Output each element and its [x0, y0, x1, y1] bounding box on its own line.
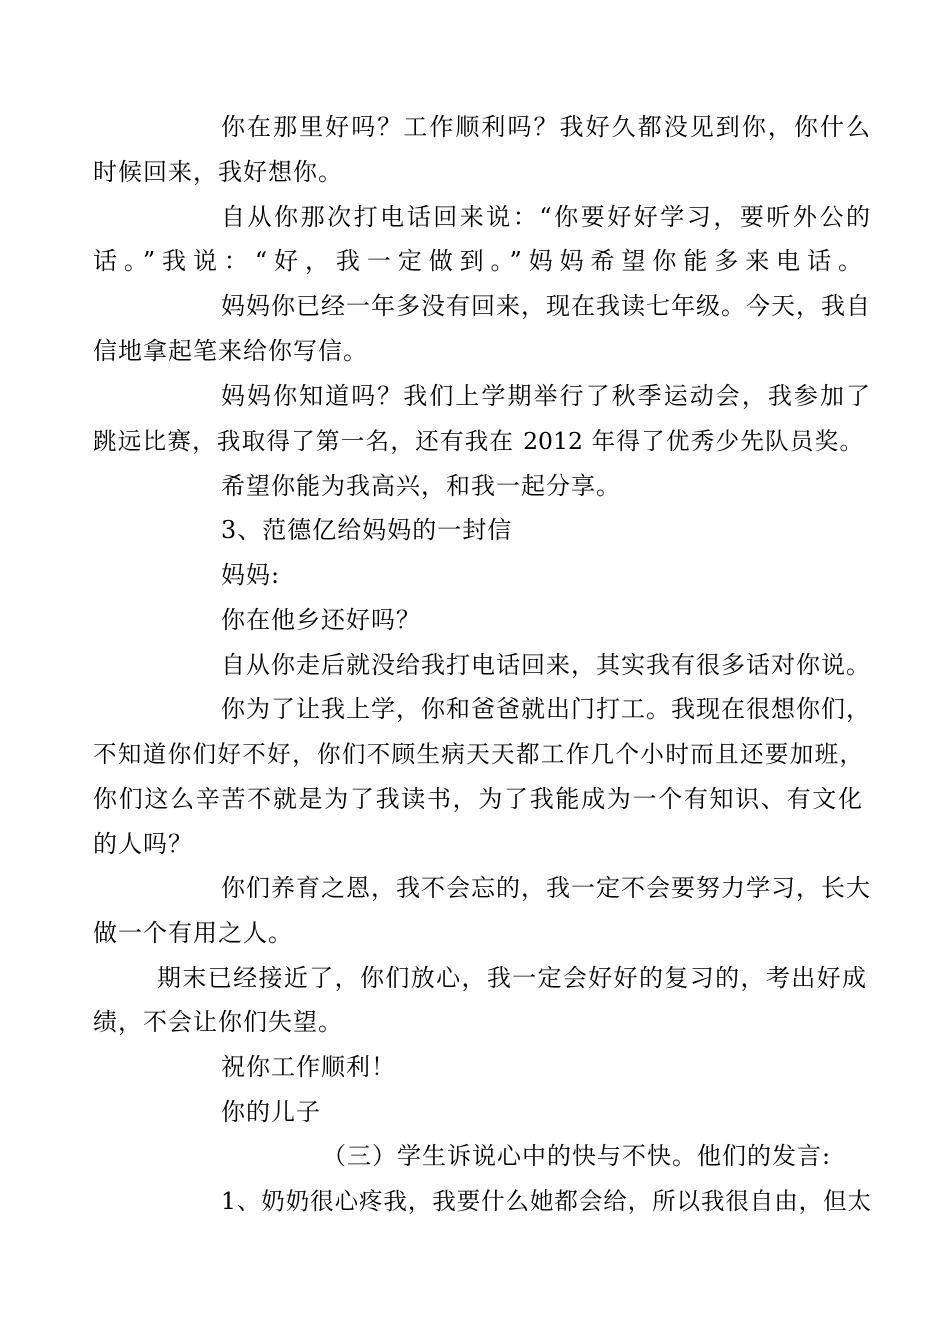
paragraph-line: 希望你能为我高兴，和我一起分享。 [221, 472, 621, 500]
paragraph-line: 妈妈你已经一年多没有回来，现在我读七年级。今天，我自 [221, 292, 871, 320]
letter-signature: 你的儿子 [221, 1098, 321, 1126]
paragraph-line: 的人吗？ [93, 830, 193, 858]
paragraph-line: 你们养育之恩，我不会忘的，我一定不会要努力学习，长大 [221, 874, 871, 902]
paragraph-line: 你们这么辛苦不就是为了我读书，为了我能成为一个有知识、有文化 [93, 785, 863, 813]
paragraph-line: 自从你走后就没给我打电话回来，其实我有很多话对你说。 [221, 651, 871, 679]
paragraph-line: 时候回来，我好想你。 [93, 158, 343, 186]
paragraph-line: 你为了让我上学，你和爸爸就出门打工。我现在很想你们， [221, 695, 871, 723]
letter-closing: 祝你工作顺利！ [221, 1053, 396, 1081]
paragraph-line: 你在那里好吗？工作顺利吗？我好久都没见到你，你什么 [221, 113, 871, 141]
paragraph-line: 自从你那次打电话回来说：“你要好好学习，要听外公的 [221, 203, 871, 231]
paragraph-line: 做一个有用之人。 [93, 919, 293, 947]
paragraph-line: 1、奶奶很心疼我，我要什么她都会给，所以我很自由，但太 [221, 1187, 871, 1215]
paragraph-line: 你在他乡还好吗？ [221, 606, 421, 634]
paragraph-line: 绩，不会让你们失望。 [93, 1008, 343, 1036]
letter-salutation: 妈妈: [221, 561, 281, 589]
paragraph-line: 不知道你们好不好，你们不顾生病天天都工作几个小时而且还要加班， [93, 740, 863, 768]
paragraph-line: 信地拿起笔来给你写信。 [93, 337, 368, 365]
paragraph-line: 期末已经接近了，你们放心，我一定会好好的复习的，考出好成 [157, 964, 867, 992]
section-heading: 3、范德亿给妈妈的一封信 [221, 516, 513, 544]
paragraph-line: 跳远比赛，我取得了第一名，还有我在 2012 年得了优秀少先队员奖。 [93, 427, 863, 455]
section-heading: （三）学生诉说心中的快与不快。他们的发言: [322, 1142, 832, 1170]
paragraph-line: 妈妈你知道吗？我们上学期举行了秋季运动会，我参加了 [221, 382, 871, 410]
paragraph-line: 话。”我说：“好，我一定做到。”妈妈希望你能多来电话。 [93, 247, 863, 275]
